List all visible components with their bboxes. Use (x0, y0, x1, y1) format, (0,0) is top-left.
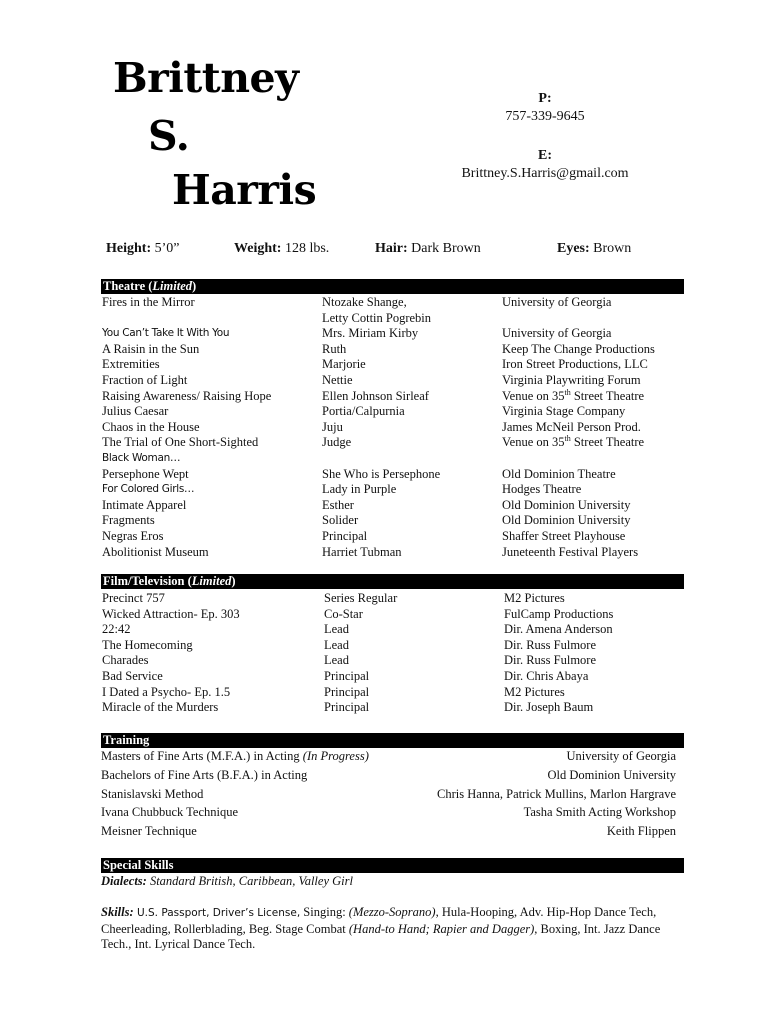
theatre-row (101, 545, 684, 561)
production-title: Miracle of the Murders (102, 700, 219, 715)
role: Co-Star (324, 606, 363, 621)
show-title: For Colored Girls… (102, 483, 195, 496)
stat-hair (375, 241, 481, 257)
venue: Iron Street Productions, LLC (502, 357, 648, 372)
company: M2 Pictures (504, 684, 565, 699)
production-title: 22:42 (102, 622, 131, 637)
venue: Old Dominion Theatre (502, 466, 616, 481)
height-value: 5’0” (154, 241, 180, 256)
show-title: Extremities (102, 357, 160, 372)
theatre-row (101, 404, 684, 420)
training-row (101, 803, 684, 822)
skills-text: (Hand-to Hand; Rapier and Dagger) (348, 921, 535, 936)
company: Dir. Chris Abaya (504, 668, 589, 683)
role: She Who is Persephone (322, 466, 441, 481)
skills-label: Skills: (101, 905, 134, 919)
role: Juju (322, 419, 343, 434)
section-header-special-skills (101, 858, 684, 873)
eyes-value: Brown (593, 241, 632, 256)
film-row (101, 591, 684, 607)
show-title: Persephone Wept (102, 466, 189, 481)
show-title: Abolitionist Museum (102, 544, 209, 559)
role: Principal (324, 684, 370, 699)
role: Solider (322, 513, 359, 528)
role: Judge (322, 435, 352, 450)
venue: Keep The Change Productions (502, 341, 655, 356)
program: Bachelors of Fine Arts (B.F.A.) in Acting (101, 767, 308, 782)
show-title: The Trial of One Short-Sighted (102, 435, 259, 450)
role: Lead (324, 653, 349, 668)
venue: University of Georgia (502, 326, 612, 341)
company: Dir. Joseph Baum (504, 700, 594, 715)
venue: Venue on 35th Street Theatre (502, 434, 645, 450)
name-first: Brittney (113, 54, 299, 102)
production-title: Wicked Attraction- Ep. 303 (102, 606, 240, 621)
film-title: Film/Television (103, 574, 185, 588)
email-label: E: (538, 148, 552, 163)
training-row (101, 766, 684, 785)
theatre-row (101, 451, 684, 467)
film-row (101, 685, 684, 701)
theatre-row (101, 420, 684, 436)
production-title: The Homecoming (102, 637, 193, 652)
theatre-row (101, 311, 684, 327)
email-address[interactable]: Brittney.S.Harris@gmail.com (461, 166, 629, 181)
dialects-line (101, 874, 684, 890)
company: Dir. Russ Fulmore (504, 653, 597, 668)
stat-eyes (557, 241, 631, 257)
theatre-row (101, 482, 684, 498)
venue: Old Dominion University (502, 497, 631, 512)
show-title: Chaos in the House (102, 419, 200, 434)
training-title: Training (103, 733, 150, 747)
physical-stats (0, 241, 768, 261)
show-title: Julius Caesar (102, 404, 169, 419)
skills-text: (Mezzo-Soprano) (348, 905, 436, 919)
special-skills-title: Special Skills (103, 858, 174, 872)
venue: Shaffer Street Playhouse (502, 528, 626, 543)
role: Principal (322, 528, 368, 543)
role: Mrs. Miriam Kirby (322, 326, 419, 341)
venue: James McNeil Person Prod. (502, 419, 641, 434)
program: Masters of Fine Arts (M.F.A.) in Acting (In Progress) (101, 749, 369, 763)
role: Lady in Purple (322, 482, 397, 497)
program: Ivana Chubbuck Technique (101, 805, 239, 820)
school: Chris Hanna, Patrick Mullins, Marlon Hargrave (437, 786, 676, 801)
skills-text: , Hula-Hooping, Adv. Hip-Hop Dance Tech, Cheerleading, Rollerblading, Beg. Stage Combat (101, 905, 657, 936)
height-label: Height: (106, 241, 152, 256)
weight-value: 128 lbs. (284, 241, 330, 256)
film-row (101, 653, 684, 669)
contact-phone (430, 90, 660, 126)
stat-height (106, 241, 180, 257)
theatre-row (101, 357, 684, 373)
role: Portia/Calpurnia (322, 404, 405, 419)
production-title: Charades (102, 653, 149, 668)
role: Letty Cottin Pogrebin (322, 310, 432, 325)
theatre-title: Theatre (103, 279, 146, 293)
venue: University of Georgia (502, 295, 612, 309)
theatre-row (101, 467, 684, 483)
skills-paragraph (101, 905, 684, 953)
theatre-row (101, 342, 684, 358)
role: Nettie (322, 372, 353, 387)
theatre-row (101, 373, 684, 389)
program: Meisner Technique (101, 824, 197, 839)
film-qualifier: Limited (191, 574, 232, 588)
role: Lead (324, 637, 349, 652)
section-header-film-television: Film/Television (Limited) (101, 574, 684, 589)
role: Principal (324, 700, 370, 715)
film-list (101, 591, 684, 716)
school: Old Dominion University (547, 767, 676, 782)
show-title: Fraction of Light (102, 372, 188, 387)
show-title: You Can’t Take It With You (102, 327, 230, 340)
skills-text: , Boxing, Int. Jazz Dance Tech., Int. Lyrical Dance Tech. (101, 921, 661, 952)
venue: Virginia Playwriting Forum (502, 372, 641, 387)
dialects-label: Dialects: (101, 874, 147, 888)
eyes-label: Eyes: (557, 241, 590, 256)
theatre-row (101, 326, 684, 342)
production-title: I Dated a Psycho- Ep. 1.5 (102, 684, 231, 699)
theatre-list (101, 295, 684, 560)
role: Harriet Tubman (322, 544, 402, 559)
role: Ntozake Shange, (322, 295, 407, 309)
training-row (101, 785, 684, 804)
film-row (101, 638, 684, 654)
school: Keith Flippen (606, 824, 676, 839)
role: Ruth (322, 341, 347, 356)
film-row (101, 622, 684, 638)
section-header-training (101, 733, 684, 748)
company: FulCamp Productions (504, 606, 614, 621)
company: Dir. Amena Anderson (504, 622, 613, 637)
skills-text: Singing: (300, 905, 349, 919)
show-title: Intimate Apparel (102, 497, 187, 512)
school: Tasha Smith Acting Workshop (523, 805, 676, 820)
theatre-row (101, 389, 684, 405)
role: Principal (324, 668, 370, 683)
training-row (101, 747, 684, 766)
production-title: Precinct 757 (102, 591, 165, 605)
phone-number: 757-339-9645 (505, 109, 585, 124)
theatre-row (101, 498, 684, 514)
program: Stanislavski Method (101, 786, 204, 801)
training-row (101, 822, 684, 841)
venue: Virginia Stage Company (502, 404, 626, 419)
dialects-value: Standard British, Caribbean, Valley Girl (146, 874, 353, 888)
show-title: Negras Eros (102, 528, 164, 543)
weight-label: Weight: (234, 241, 282, 256)
role: Series Regular (324, 591, 398, 605)
theatre-row (101, 295, 684, 311)
role: Lead (324, 622, 349, 637)
role: Esther (322, 497, 354, 512)
skills-text: U.S. Passport, Driver’s License, (133, 907, 301, 919)
role: Ellen Johnson Sirleaf (322, 388, 429, 403)
name-last: Harris (172, 166, 317, 214)
hair-value: Dark Brown (411, 241, 481, 256)
show-title: A Raisin in the Sun (102, 341, 200, 356)
show-title: Raising Awareness/ Raising Hope (102, 388, 272, 403)
venue: Juneteenth Festival Players (502, 544, 639, 559)
show-title: Black Woman… (102, 451, 181, 464)
role: Marjorie (322, 357, 366, 372)
venue: Hodges Theatre (502, 482, 582, 497)
company: M2 Pictures (504, 591, 565, 605)
production-title: Bad Service (102, 668, 163, 683)
contact-email (430, 147, 660, 183)
stat-weight (234, 241, 329, 257)
show-title: Fragments (102, 513, 155, 528)
company: Dir. Russ Fulmore (504, 637, 597, 652)
school: University of Georgia (566, 749, 676, 763)
name-middle-initial: S. (148, 112, 190, 160)
film-row (101, 669, 684, 685)
hair-label: Hair: (375, 241, 408, 256)
theatre-row (101, 529, 684, 545)
training-list (101, 747, 684, 841)
phone-label: P: (538, 91, 552, 106)
film-row (101, 607, 684, 623)
show-title: Fires in the Mirror (102, 295, 195, 309)
film-row (101, 700, 684, 716)
venue: Venue on 35th Street Theatre (502, 387, 645, 403)
theatre-qualifier: Limited (152, 279, 192, 293)
theatre-row (101, 435, 684, 451)
theatre-row (101, 513, 684, 529)
venue: Old Dominion University (502, 513, 631, 528)
section-header-theatre: Theatre (Limited) (101, 279, 684, 294)
